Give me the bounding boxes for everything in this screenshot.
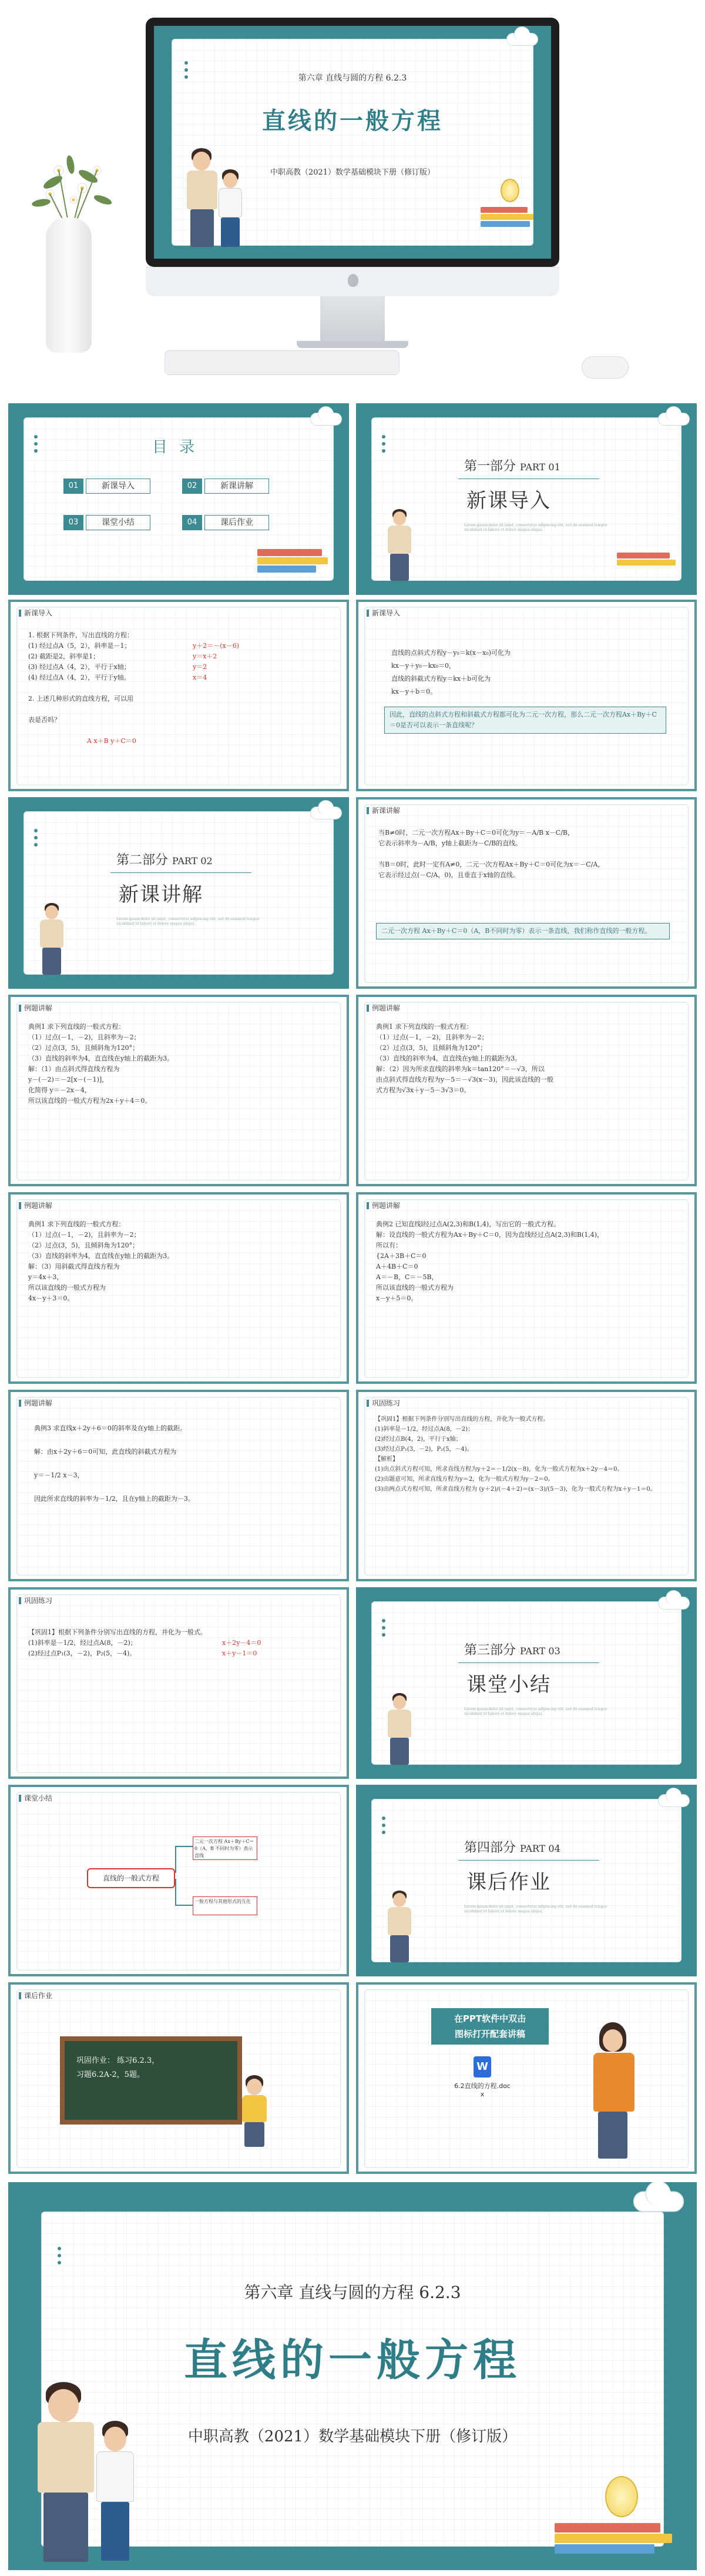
cloud-icon <box>658 1794 690 1807</box>
monitor-base <box>297 341 408 348</box>
slide-intro-2[interactable] <box>356 600 697 791</box>
slide-document[interactable] <box>356 1982 697 2174</box>
part-title: 课后作业 <box>466 1871 551 1894</box>
highlight-box: 因此，直线的点斜式方程和斜截式方程都可化为二元一次方程，那么二元一次方程Ax＋By＋C＝0是否可以表示一条直线呢？ <box>384 707 666 734</box>
lightbulb-icon <box>501 179 519 202</box>
cover-chapter: 第六章 直线与圆的方程 6.2.3 <box>244 2283 461 2302</box>
toc-heading: 目 录 <box>152 439 199 456</box>
apple-logo-icon <box>348 274 358 287</box>
toc-num-03: 03 <box>63 515 83 530</box>
cloud-icon <box>658 413 690 426</box>
cloud-icon <box>658 1597 690 1610</box>
toc-num-04: 04 <box>182 515 202 530</box>
cover-chapter: 第六章 直线与圆的方程 6.2.3 <box>298 73 407 83</box>
instruction-banner: 在PPT软件中双击 图标打开配套讲稿 <box>431 2008 549 2045</box>
part-note: Lorem ipsum dolor sit amet, consectetur adipiscing elit, sed do eiusmod tempor incididunt ut labore et dolore magna aliqua. <box>464 1905 607 1913</box>
mouse-decoration <box>582 356 629 379</box>
slide-header: 新课导入 <box>19 608 52 618</box>
teacher-illustration <box>382 1690 417 1766</box>
slide-header: 新课导入 <box>367 608 400 618</box>
part-label: 第三部分 PART 03 <box>464 1643 560 1658</box>
books-decoration <box>481 207 533 228</box>
slide-header: 课后作业 <box>19 1990 52 2000</box>
part-title: 课堂小结 <box>466 1673 551 1697</box>
vase-decoration <box>46 218 92 353</box>
cover-subtitle: 中职高教（2021）数学基础模块下册（修订版） <box>187 2428 518 2445</box>
cloud-icon <box>310 413 342 426</box>
slide-text: 典例1 求下列直线的一般式方程： （1）过点(－1，－2)，且斜率为－2； （2）过点(3，5)，且倾斜角为120°； （3）直线的斜率为4，直直线在y轴上的截距为3。 解：（2）因为所求直线的斜率为k＝tan120°＝－√3，所以 由点斜式得直线方程为y－5＝－√3(x－3)，因此该直线的一般 式方程为√3x＋y－5－3√3＝0。 <box>376 1023 554 1094</box>
part-title: 新课讲解 <box>119 883 203 906</box>
connector <box>175 1879 193 1906</box>
slide-intro-1[interactable] <box>8 600 349 791</box>
slide-part-03[interactable] <box>356 1587 697 1779</box>
highlight-box: 二元一次方程 Ax＋By＋C＝0（A，B不同时为零）表示一条直线，我们称作直线的一般方程。 <box>376 923 670 939</box>
keyboard-decoration <box>164 350 400 375</box>
slide-text: 典例1 求下列直线的一般式方程： （1）过点(－1，－2)，且斜率为－2； （2）过点(3，5)，且倾斜角为120°； （3）直线的斜率为4，直直线在y轴上的截距为3。 解：（1）由点斜式得直线方程为 y－(－2)＝－2[x－(－1)]， 化简得 y＝－2x－4， 所以该直线的一般式方程为2x＋y＋4＝0。 <box>28 1023 174 1105</box>
part-title: 新课导入 <box>466 489 551 513</box>
student-illustration <box>234 2073 275 2149</box>
slide-lecture-1[interactable] <box>356 797 697 989</box>
slide-text: 典例3 求直线x＋2y＋6＝0的斜率及在y轴上的截距。 解：由x＋2y＋6＝0可知，此直线的斜截式方程为 y＝－1/2 x－3， 因此所求直线的斜率为－1/2，且在y轴上的截距为－3。 <box>34 1424 194 1503</box>
slide-header: 例题讲解 <box>19 1200 52 1210</box>
slide-header: 课堂小结 <box>19 1793 52 1803</box>
slide-homework[interactable] <box>8 1982 349 2174</box>
slide-header: 例题讲解 <box>19 1003 52 1013</box>
slide-text: 直线的点斜式方程y－y₀＝k(x－x₀)可化为 kx－y＋y₀－kx₀＝0， 直线的斜截式方程y＝kx＋b可化为 kx－y＋b＝0。 <box>391 649 511 695</box>
connector <box>175 1846 193 1873</box>
slide-example-3[interactable] <box>8 1390 349 1581</box>
answer-extra: A x＋B y＋C＝0 <box>87 737 136 745</box>
slide-summary[interactable] <box>8 1785 349 1976</box>
slide-example-1b[interactable] <box>356 995 697 1186</box>
lightbulb-icon <box>605 2476 638 2517</box>
doc-filename[interactable]: 6.2直线的方程.doc x <box>454 2082 511 2098</box>
teacher-illustration <box>34 899 69 976</box>
slide-part-04[interactable] <box>356 1785 697 1976</box>
books-decoration <box>257 549 328 574</box>
cloud-icon <box>633 2191 684 2212</box>
slide-text: 典例2 已知直线l经过点A(2,3)和B(1,4)，写出它的一般式方程。 解：设直线的一般式方程为Ax＋By＋C＝0，因为直线经过点A(2,3)和B(1,4)， 所以有： {2A＋3B＋C＝0 A＋4B＋C＝0 A＝－B，C＝－5B， 所以该直线的一般式方程为 x－y＋5＝0。 <box>376 1220 604 1302</box>
cover-title: 直线的一般方程 <box>184 2335 521 2386</box>
chalkboard: 巩固作业： 练习6.2.3， 习题6.2A-2，5题。 <box>60 2036 242 2125</box>
slide-example-1a[interactable] <box>8 995 349 1186</box>
books-decoration <box>555 2523 672 2555</box>
part-label: 第四部分 PART 04 <box>464 1841 560 1855</box>
slide-header: 例题讲解 <box>19 1398 52 1408</box>
slide-practice-2[interactable] <box>8 1587 349 1779</box>
toc-item-01[interactable]: 新课导入 <box>86 479 150 494</box>
toc-item-02[interactable]: 新课讲解 <box>204 479 269 494</box>
teacher-illustration <box>382 506 417 582</box>
slide-text: 典例1 求下列直线的一般式方程： （1）过点(－1，－2)，且斜率为－2； （2）过点(3，5)，且倾斜角为120°； （3）直线的斜率为4，直直线在y轴上的截距为3。 解：（3）用斜截式得直线方程为 y＝4x＋3， 所以该直线的一般式方程为 4x－y＋3＝0。 <box>28 1220 174 1302</box>
slide-example-1c[interactable] <box>8 1192 349 1384</box>
toc-num-01: 01 <box>63 479 83 494</box>
slide-text: 【巩固1】根据下列条件分别写出直线的方程，并化为一般式方程。 (1)斜率是－1/2，经过点A(8，－2)； (2)经过点B(4，2)，平行于x轴； (3)经过点P₁(3，－2)，P₂(5，－4)。 【解析】 (1)由点斜式方程可知，所求直线方程为y＋2＝－1/2(x－8)，化为一般式方程为x＋2y－4＝0。 (2)由题意可知，所求直线方程为y＝2，化为一般式方程为y－2＝0。 (3)由两点式方程可知，所求直线方程为 (y＋2)/(－4＋2)＝(x－3)/(5－3)，化为一般式方程为x＋y－1＝0。 <box>375 1416 656 1493</box>
part-note: Lorem ipsum dolor sit amet, consectetur adipiscing elit, sed do eiusmod tempor incididunt ut labore et dolore magna aliqua. <box>464 523 607 532</box>
toc-num-02: 02 <box>182 479 202 494</box>
part-note: Lorem ipsum dolor sit amet, consectetur adipiscing elit, sed do eiusmod tempor incididunt ut labore et dolore magna aliqua. <box>464 1707 607 1716</box>
slide-header: 巩固练习 <box>19 1595 52 1605</box>
answer-text: x＋2y－4＝0 x＋y－1＝0 <box>222 1639 261 1657</box>
slide-header: 例题讲解 <box>367 1200 400 1210</box>
part-label: 第一部分 PART 01 <box>464 459 560 474</box>
student-illustration <box>213 167 248 249</box>
slide-header: 巩固练习 <box>367 1398 400 1408</box>
slide-toc[interactable] <box>8 403 349 595</box>
slide-part-02[interactable] <box>8 797 349 989</box>
summary-node-bottom: 一般方程与其他形式的互化 <box>193 1896 257 1915</box>
part-note: Lorem ipsum dolor sit amet, consectetur adipiscing elit, sed do eiusmod tempor incididunt ut labore et dolore magna aliqua. <box>116 917 260 926</box>
toc-item-04[interactable]: 课后作业 <box>204 515 269 530</box>
part-label: 第二部分 PART 02 <box>116 853 213 868</box>
teacher-illustration <box>382 1887 417 1963</box>
word-doc-icon[interactable]: W <box>474 2056 491 2077</box>
answer-text: y＋2＝－(x－6) y＝x＋2 y＝2 x＝4 <box>193 642 239 681</box>
monitor-stand <box>320 296 385 341</box>
slide-part-01[interactable] <box>356 403 697 595</box>
slide-text: 【巩固1】根据下列条件分别写出直线的方程，并化为一般式。 (1)斜率是－1/2，经过点A(8，－2)； (2)经过点P₁(3，－2)，P₂(5，－4)。 <box>28 1628 207 1657</box>
cover-subtitle: 中职高教（2021）数学基础模块下册（修订版） <box>270 168 435 177</box>
slide-example-2[interactable] <box>356 1192 697 1384</box>
toc-item-03[interactable]: 课堂小结 <box>86 515 150 530</box>
student-illustration <box>88 2417 141 2564</box>
slide-text: 当B≠0时，二元一次方程Ax＋By＋C＝0可化为y＝－A/B x－C/B， 它表示斜率为－A/B，y轴上截距为－C/B的直线。 当B＝0时，此时一定有A≠0，二元一次方程Ax＋By＋C＝0可化为x＝－C/A， 它表示经过点(－C/A，0)，且垂直于x轴的直线。 <box>378 829 605 879</box>
summary-node-top: 二元一次方程 Ax＋By＋C＝0（A，B 不同时为零）表示直线 <box>193 1836 257 1860</box>
presenter-illustration <box>582 2020 646 2161</box>
slide-header: 例题讲解 <box>367 1003 400 1013</box>
monitor-cover-slide <box>154 26 551 259</box>
cloud-icon <box>310 807 342 819</box>
slide-practice-1[interactable] <box>356 1390 697 1581</box>
cover-title: 直线的一般方程 <box>262 108 443 135</box>
slide-text: 1. 根据下列条件，写出直线的方程： (1) 经过点A（5，2），斜率是－1； (2) 截距是2，斜率是1； (3) 经过点A（4，2），平行于x轴； (4) 经过点A（4，2），平行于y轴。 2. 上述几种形式的直线方程，可以用 表是否吗？ <box>28 631 133 724</box>
slide-header: 新课讲解 <box>367 805 400 815</box>
cloud-icon <box>506 33 538 46</box>
summary-center-node: 直线的一般式方程 <box>87 1868 175 1888</box>
slide-cover-large[interactable] <box>8 2182 697 2570</box>
